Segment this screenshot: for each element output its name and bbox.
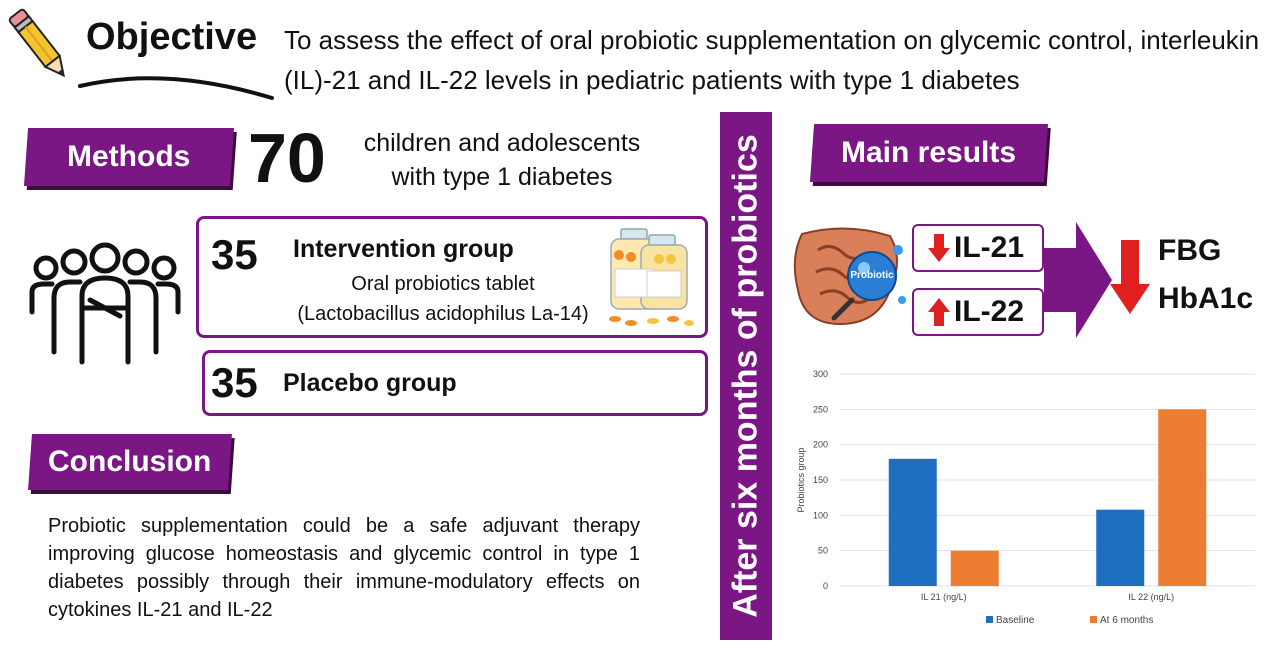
il21-box	[912, 224, 1044, 272]
y-tick-label: 100	[812, 510, 828, 521]
y-tick-label: 300	[812, 369, 828, 379]
placebo-group-box	[202, 350, 708, 416]
objective-underline	[76, 64, 276, 104]
legend-swatch	[986, 616, 993, 623]
methods-banner	[24, 128, 234, 186]
objective-text: To assess the effect of oral probiotic supplementation on glycemic control, interleukin (IL)-21 and IL-22 levels in pediatric patients with type 1 diabetes	[284, 25, 1260, 95]
right-arrow-icon	[1044, 222, 1112, 338]
conclusion-banner	[28, 434, 232, 490]
total-description: children and adolescents with type 1 diabetes	[363, 129, 641, 191]
hba1c-label: HbA1c	[1158, 282, 1254, 315]
x-tick-label: IL 21 (ng/L)	[920, 592, 967, 602]
y-tick-label: 0	[822, 581, 828, 591]
intervention-group-box	[196, 216, 708, 338]
decrease-arrow-icon	[1110, 240, 1150, 314]
x-tick-label: IL 22 (ng/L)	[1128, 592, 1175, 602]
y-tick-label: 150	[812, 475, 828, 485]
conclusion-label: Conclusion	[48, 445, 212, 478]
y-tick-label: 200	[812, 439, 828, 450]
y-axis-label: Probiotics group	[796, 447, 806, 513]
legend-swatch	[1090, 616, 1097, 623]
pencil-icon	[2, 2, 76, 86]
bar	[889, 459, 937, 586]
timeline-label: After six months of probiotics	[726, 134, 765, 618]
results-banner	[810, 124, 1048, 182]
fbg-label: FBG	[1158, 234, 1222, 267]
total-count: 70	[248, 119, 326, 197]
legend-label: At 6 months	[1100, 615, 1154, 626]
il22-box	[912, 288, 1044, 336]
il22-label: IL-22	[954, 295, 1025, 328]
people-group-icon	[26, 242, 184, 366]
chart-canvas	[790, 362, 1270, 634]
intestine-icon	[786, 220, 910, 332]
up-arrow-icon	[928, 298, 950, 326]
results-label: Main results	[841, 136, 1017, 169]
conclusion-text: Probiotic supplementation could be a safe adjuvant therapy improving glucose homeostasis and glycemic control in type 1 diabetes possibly through their immune-modulatory effects on cytokines IL-21 and IL-22	[48, 515, 640, 621]
bar	[1158, 409, 1206, 586]
y-tick-label: 250	[812, 404, 828, 415]
bar	[951, 551, 999, 586]
intervention-line1: Oral probiotics tablet	[351, 273, 535, 295]
bar-chart	[790, 362, 1270, 634]
il21-label: IL-21	[954, 231, 1025, 264]
placebo-count: 35	[211, 359, 258, 406]
methods-label: Methods	[67, 140, 191, 173]
placebo-title: Placebo group	[283, 369, 457, 397]
intervention-count: 35	[211, 231, 258, 278]
intervention-line2: (Lactobacillus acidophilus La-14)	[297, 303, 589, 325]
y-tick-label: 50	[817, 545, 828, 556]
probiotic-label: Probiotic	[850, 270, 894, 281]
down-arrow-icon	[928, 234, 950, 262]
objective-label: Objective	[86, 16, 258, 58]
bar	[1096, 510, 1144, 586]
legend-label: Baseline	[996, 615, 1035, 626]
intervention-title: Intervention group	[293, 235, 514, 263]
pill-bottles-icon	[601, 225, 699, 331]
